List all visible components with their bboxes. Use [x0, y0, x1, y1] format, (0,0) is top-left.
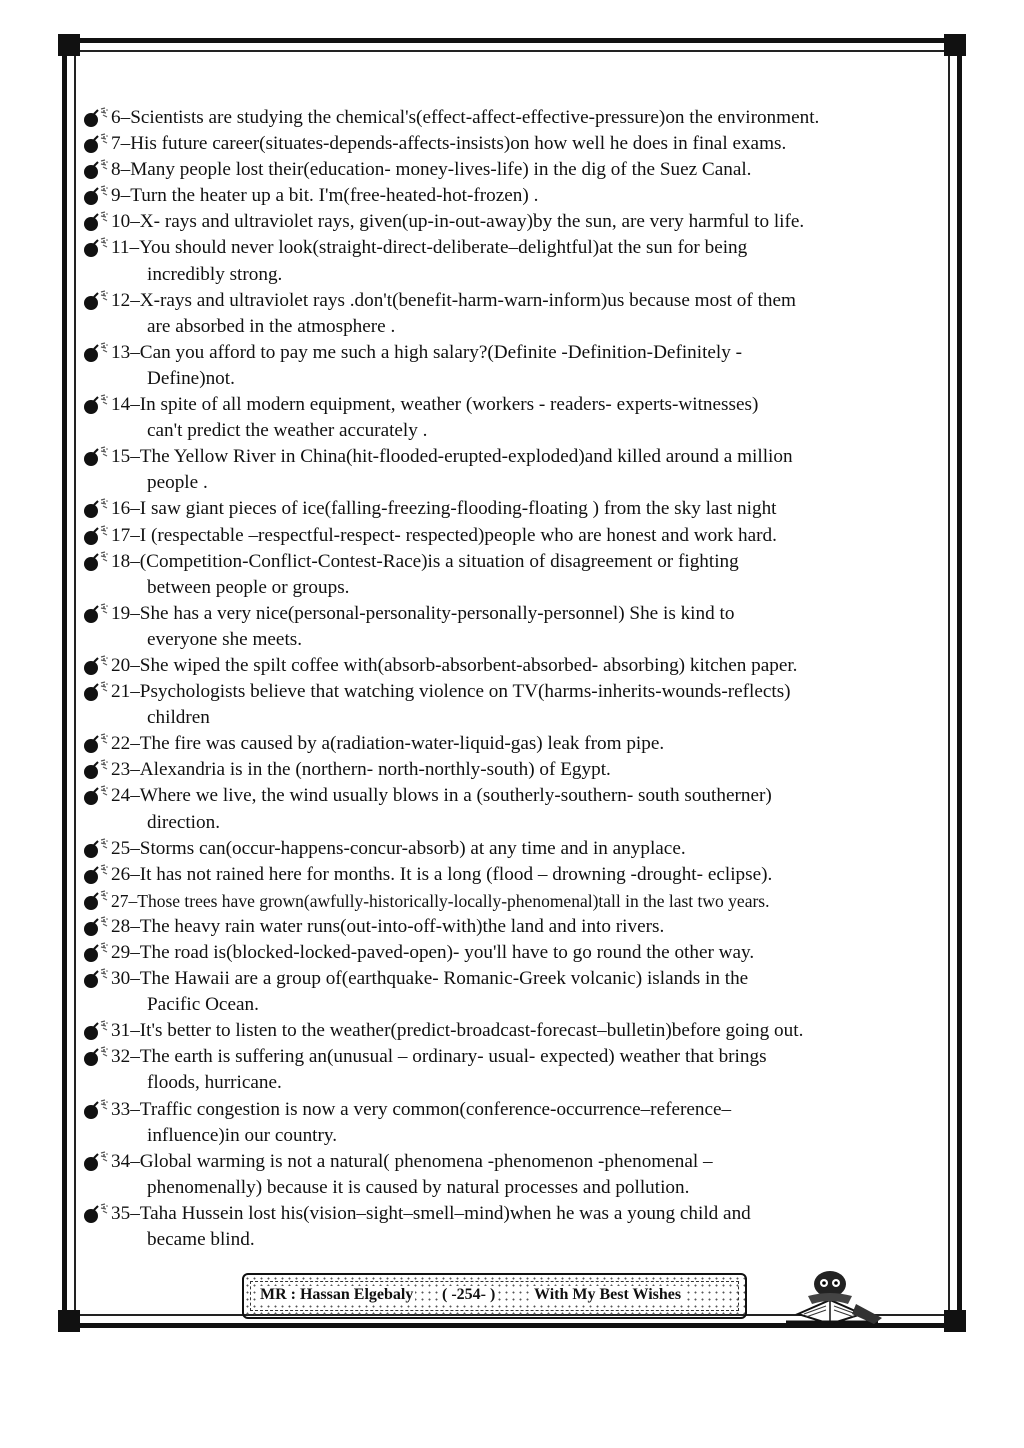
question-item: [82, 444, 956, 496]
question-number: 34: [111, 1150, 131, 1172]
bomb-bullet-icon: [82, 838, 110, 860]
question-number: 33: [111, 1098, 131, 1120]
question-number: 14: [111, 394, 131, 416]
question-text: –It has not rained here for months. It is a long (flood – drowning -drought- eclipse).: [130, 863, 773, 885]
question-text: –Storms can(occur-happens-concur-absorb) at any time and in anyplace.: [130, 837, 686, 859]
question-item: [82, 731, 956, 757]
question-number: 18: [111, 550, 131, 572]
question-text: –The Hawaii are a group of(earthquake- Romanic-Greek volcanic) islands in the: [130, 968, 749, 990]
question-item: [82, 340, 956, 392]
question-item: [82, 601, 956, 653]
question-item: [82, 914, 956, 940]
mascot-reading-icon: [778, 1264, 888, 1330]
question-item: [82, 157, 956, 183]
bomb-bullet-icon: [82, 107, 110, 129]
question-text: –Alexandria is in the (northern- north-northly-south) of Egypt.: [130, 759, 611, 781]
question-list: [82, 105, 956, 1253]
question-text: –Turn the heater up a bit. I'm(free-heated-hot-frozen) .: [120, 185, 539, 207]
question-text-continued: everyone she meets.: [147, 628, 303, 650]
question-number: 35: [111, 1202, 131, 1224]
question-text: –The fire was caused by a(radiation-water-liquid-gas) leak from pipe.: [130, 733, 665, 755]
question-number: 9: [111, 185, 121, 207]
bomb-bullet-icon: [82, 681, 110, 703]
question-text: –I saw giant pieces of ice(falling-freezing-flooding-floating ) from the sky last night: [130, 498, 777, 520]
question-item: [82, 523, 956, 549]
question-text-continued: incredibly strong.: [147, 263, 283, 285]
bomb-bullet-icon: [82, 864, 110, 886]
question-number: 29: [111, 942, 131, 963]
question-text-continued: became blind.: [147, 1229, 255, 1251]
question-text: –Global warming is not a natural( phenomena -phenomenon -phenomenal –: [130, 1150, 713, 1172]
bomb-bullet-icon: [82, 342, 110, 364]
question-text: –Scientists are studying the chemical's(effect-affect-effective-pressure)on the environment.: [120, 107, 820, 128]
question-number: 20: [111, 654, 131, 676]
question-text: –I (respectable –respectful-respect- respected)people who are honest and work hard.: [130, 524, 777, 546]
page-number: ( -254- ): [442, 1286, 496, 1303]
question-number: 15: [111, 446, 131, 468]
question-number: 31: [111, 1020, 131, 1042]
question-item: [82, 1018, 956, 1044]
bomb-bullet-icon: [82, 290, 110, 312]
question-text: –X- rays and ultraviolet rays, given(up-in-out-away)by the sun, are very harmful to life.: [130, 211, 805, 233]
question-number: 24: [111, 785, 131, 807]
border-corner: [58, 1310, 80, 1332]
question-item: [82, 288, 956, 340]
bomb-bullet-icon: [82, 1099, 110, 1121]
question-text-continued: between people or groups.: [147, 576, 350, 598]
bomb-bullet-icon: [82, 655, 110, 677]
question-text: –Traffic congestion is now a very common(conference-occurrence–reference–: [130, 1098, 732, 1120]
question-item: [82, 131, 956, 157]
question-number: 32: [111, 1046, 131, 1068]
footer-wishes: With My Best Wishes: [534, 1286, 682, 1303]
bomb-bullet-icon: [82, 785, 110, 807]
question-number: 7: [111, 133, 121, 155]
question-text: –She wiped the spilt coffee with(absorb-absorbent-absorbed- absorbing) kitchen paper.: [130, 654, 798, 676]
question-number: 19: [111, 602, 131, 624]
question-item: [82, 209, 956, 235]
bomb-bullet-icon: [82, 211, 110, 233]
question-item: [82, 862, 956, 888]
bomb-bullet-icon: [82, 1046, 110, 1068]
question-number: 8: [111, 159, 121, 181]
question-number: 28: [111, 915, 131, 937]
question-number: 11: [111, 237, 130, 259]
question-text-continued: influence)in our country.: [147, 1124, 338, 1146]
bomb-bullet-icon: [82, 159, 110, 181]
bomb-bullet-icon: [82, 916, 110, 938]
bomb-bullet-icon: [82, 237, 110, 259]
bomb-bullet-icon: [82, 498, 110, 520]
question-text: –The road is(blocked-locked-paved-open)- you'll have to go round the other way.: [130, 942, 755, 963]
question-text-continued: direction.: [147, 811, 220, 833]
question-number: 16: [111, 498, 131, 520]
question-number: 27: [111, 890, 129, 911]
question-text: –Many people lost their(education- money-lives-life) in the dig of the Suez Canal.: [120, 159, 752, 181]
bomb-bullet-icon: [82, 551, 110, 573]
question-number: 23: [111, 759, 131, 781]
footer-banner: [242, 1273, 747, 1319]
bomb-bullet-icon: [82, 446, 110, 468]
question-text-continued: people .: [147, 472, 208, 494]
bomb-bullet-icon: [82, 890, 110, 912]
bomb-bullet-icon: [82, 1203, 110, 1225]
question-item: [82, 1044, 956, 1096]
border-corner: [58, 34, 80, 56]
question-text: –You should never look(straight-direct-deliberate–delightful)at the sun for being: [129, 237, 748, 259]
question-text: –His future career(situates-depends-affects-insists)on how well he does in final exams.: [120, 133, 787, 155]
question-text-continued: floods, hurricane.: [147, 1072, 282, 1094]
question-number: 21: [111, 681, 131, 703]
question-text: –Where we live, the wind usually blows in a (southerly-southern- south southerner): [130, 785, 772, 807]
bomb-bullet-icon: [82, 942, 110, 964]
question-text: –The heavy rain water runs(out-into-off-with)the land and into rivers.: [130, 915, 665, 937]
question-text: –It's better to listen to the weather(predict-broadcast-forecast–bulletin)before going out.: [130, 1020, 804, 1042]
question-item: [82, 757, 956, 783]
question-number: 17: [111, 524, 131, 546]
question-text-continued: can't predict the weather accurately .: [147, 420, 428, 442]
question-text-continued: Pacific Ocean.: [147, 994, 259, 1016]
question-item: [82, 183, 956, 209]
question-text: –She has a very nice(personal-personality-personally-personnel) She is kind to: [130, 602, 735, 624]
bomb-bullet-icon: [82, 759, 110, 781]
question-number: 6: [111, 107, 121, 128]
bomb-bullet-icon: [82, 968, 110, 990]
bomb-bullet-icon: [82, 394, 110, 416]
question-text-continued: are absorbed in the atmosphere .: [147, 315, 396, 337]
question-item: [82, 235, 956, 287]
question-number: 25: [111, 837, 131, 859]
question-text-continued: phenomenally) because it is caused by natural processes and pollution.: [147, 1176, 690, 1198]
question-item: [82, 836, 956, 862]
question-item: [82, 966, 956, 1018]
question-item: [82, 496, 956, 522]
question-text: –Those trees have grown(awfully-historically-locally-phenomenal)tall in the last two years.: [128, 890, 770, 911]
question-item: [82, 783, 956, 835]
question-item: [82, 105, 956, 131]
question-text: –Can you afford to pay me such a high salary?(Definite -Definition-Definitely -: [130, 341, 743, 363]
question-number: 22: [111, 733, 131, 755]
question-text: –The earth is suffering an(unusual – ordinary- usual- expected) weather that brings: [130, 1046, 767, 1068]
question-item: [82, 940, 956, 966]
border-corner: [944, 1310, 966, 1332]
bomb-bullet-icon: [82, 603, 110, 625]
question-item: [82, 888, 956, 914]
question-text: –(Competition-Conflict-Contest-Race)is a situation of disagreement or fighting: [130, 550, 739, 572]
bomb-bullet-icon: [82, 1151, 110, 1173]
question-number: 12: [111, 289, 131, 311]
question-text: –Psychologists believe that watching violence on TV(harms-inherits-wounds-reflects): [130, 681, 791, 703]
question-item: [82, 679, 956, 731]
question-text-continued: Define)not.: [147, 367, 235, 389]
question-number: 26: [111, 863, 131, 885]
border-corner: [944, 34, 966, 56]
question-item: [82, 1201, 956, 1253]
question-text: –Taha Hussein lost his(vision–sight–smell–mind)when he was a young child and: [130, 1202, 751, 1224]
question-text: –In spite of all modern equipment, weather (workers - readers- experts-witnesses): [130, 394, 759, 416]
question-text: –X-rays and ultraviolet rays .don't(benefit-harm-warn-inform)us because most of them: [130, 289, 796, 311]
question-item: [82, 549, 956, 601]
bomb-bullet-icon: [82, 185, 110, 207]
bomb-bullet-icon: [82, 133, 110, 155]
bomb-bullet-icon: [82, 733, 110, 755]
question-item: [82, 653, 956, 679]
question-item: [82, 392, 956, 444]
question-text-continued: children: [147, 707, 210, 729]
bomb-bullet-icon: [82, 525, 110, 547]
question-item: [82, 1149, 956, 1201]
question-number: 10: [111, 211, 131, 233]
question-number: 30: [111, 968, 131, 990]
footer-author: MR : Hassan Elgebaly: [260, 1286, 414, 1303]
question-text: –The Yellow River in China(hit-flooded-erupted-exploded)and killed around a million: [130, 446, 793, 468]
question-number: 13: [111, 341, 131, 363]
bomb-bullet-icon: [82, 1020, 110, 1042]
question-item: [82, 1097, 956, 1149]
